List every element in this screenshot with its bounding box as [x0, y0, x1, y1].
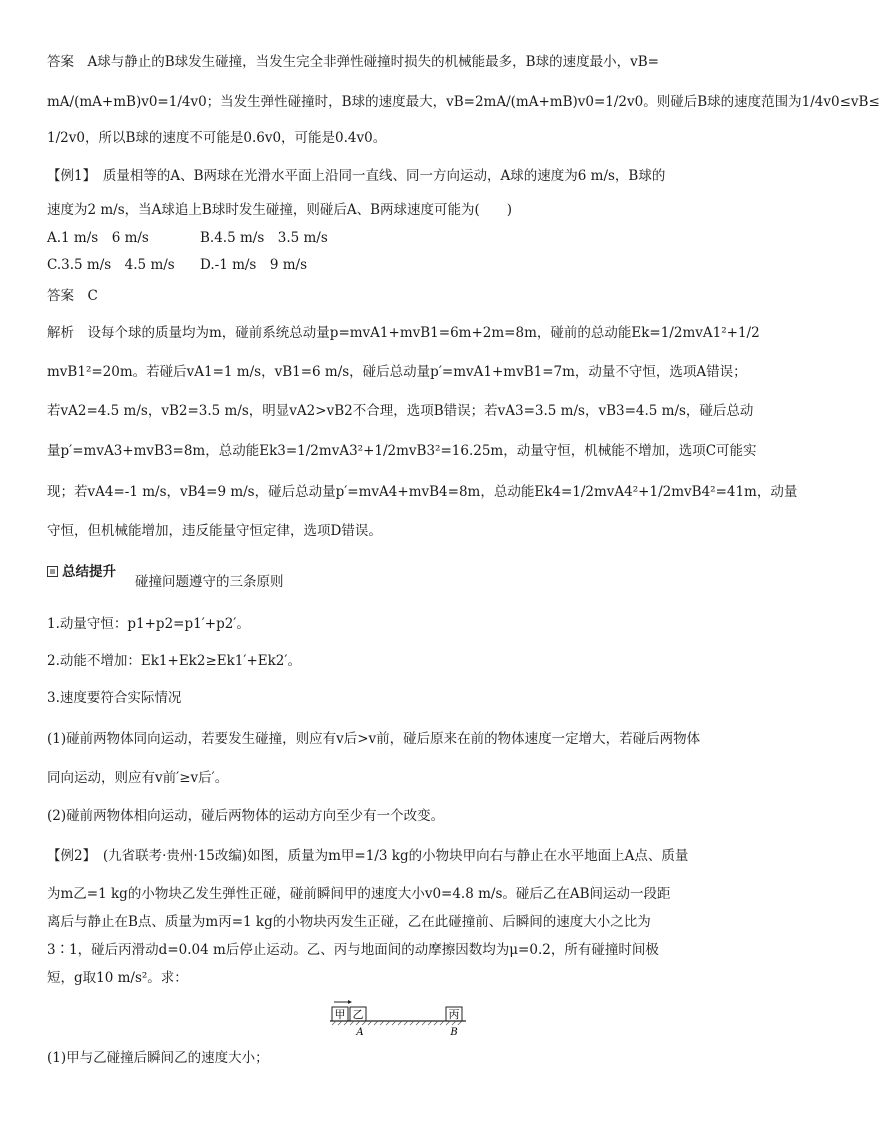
summary-point2: 2.动能不增加：Ek1+Ek2≥Ek1′+Ek2′。 — [47, 653, 301, 669]
block-jia-label: 甲 — [334, 1008, 346, 1021]
block-yi-label: 乙 — [352, 1008, 364, 1021]
example1-question-line1: 【例1】 质量相等的A、B两球在光滑水平面上沿同一直线、同一方向运动，A球的速度为6 m/s，B球的 — [47, 168, 666, 184]
block-bing-label: 丙 — [448, 1008, 460, 1021]
example1-analysis-line4: 量p′=mvA3+mvB3=8m，总动能Ek3=1/2mvA3²+1/2mvB3²=16.25m，动量守恒，机械能不增加，选项C可能实 — [47, 443, 757, 459]
summary-point1: 1.动量守恒：p1+p2=p1′+p2′。 — [47, 616, 250, 632]
summary-point3-sub1-line1: (1)碰前两物体同向运动，若要发生碰撞，则应有v后>v前，碰后原来在前的物体速度一定增大，若碰后两物体 — [47, 731, 701, 747]
collision-diagram — [320, 998, 470, 1038]
example1-option-b: B.4.5 m/s 3.5 m/s — [200, 230, 328, 246]
summary-point3: 3.速度要符合实际情况 — [47, 690, 182, 706]
example1-option-a: A.1 m/s 6 m/s — [47, 230, 149, 246]
example1-analysis-line3: 若vA2=4.5 m/s，vB2=3.5 m/s，明显vA2>vB2不合理，选项B错误；若vA3=3.5 m/s，vB3=4.5 m/s，碰后总动 — [47, 403, 754, 419]
prev-answer-line3: 1/2v0，所以B球的速度不可能是0.6v0，可能是0.4v0。 — [47, 130, 387, 146]
example2-line3: 离后与静止在B点、质量为m丙=1 kg的小物块丙发生正碰，乙在此碰撞前、后瞬间的速度大小之比为 — [47, 914, 651, 930]
prev-answer-line1: 答案 A球与静止的B球发生碰撞，当发生完全非弹性碰撞时损失的机械能最多，B球的速度最小，vB= — [47, 54, 659, 70]
example1-question-line2: 速度为2 m/s，当A球追上B球时发生碰撞，则碰后A、B两球速度可能为( ) — [47, 202, 513, 218]
example2-line1: 【例2】 (九省联考·贵州·15改编)如图，质量为m甲=1/3 kg的小物块甲向右与静止在水平地面上A点、质量 — [47, 848, 689, 864]
prev-answer-line2: mA/(mA+mB)v0=1/4v0；当发生弹性碰撞时，B球的速度最大，vB=2mA/(mA+mB)v0=1/2v0。则碰后B球的速度范围为1/4v0≤vB≤ — [47, 94, 880, 110]
summary-marker-icon — [47, 566, 58, 577]
example1-analysis-line5: 现；若vA4=-1 m/s，vB4=9 m/s，碰后总动量p′=mvA4+mvB4=8m，总动能Ek4=1/2mvA4²+1/2mvB4²=41m，动量 — [47, 484, 798, 500]
example2-line4: 3∶1，碰后丙滑动d=0.04 m后停止运动。乙、丙与地面间的动摩擦因数均为μ=0.2，所有碰撞时间极 — [47, 942, 659, 958]
example1-analysis-line1: 解析 设每个球的质量均为m，碰前系统总动量p=mvA1+mvB1=6m+2m=8m，碰前的总动能Ek=1/2mvA1²+1/2 — [47, 325, 760, 341]
example2-line2: 为m乙=1 kg的小物块乙发生弹性正碰，碰前瞬间甲的速度大小v0=4.8 m/s。碰后乙在AB间运动一段距 — [47, 886, 671, 902]
summary-heading: 总结提升 — [62, 564, 116, 580]
summary-point3-sub2: (2)碰前两物体相向运动，碰后两物体的运动方向至少有一个改变。 — [47, 808, 445, 824]
example1-analysis-line2: mvB1²=20m。若碰后vA1=1 m/s，vB1=6 m/s，碰后总动量p′=mvA1+mvB1=7m，动量不守恒，选项A错误； — [47, 364, 747, 380]
summary-point3-sub1-line2: 同向运动，则应有v前′≥v后′。 — [47, 770, 229, 786]
example1-analysis-line6: 守恒，但机械能增加，违反能量守恒定律，选项D错误。 — [47, 523, 382, 539]
summary-title: 碰撞问题遵守的三条原则 — [135, 574, 284, 590]
example2-line5: 短，g取10 m/s²。求： — [47, 970, 188, 986]
example1-option-d: D.-1 m/s 9 m/s — [200, 257, 308, 273]
example1-option-c: C.3.5 m/s 4.5 m/s — [47, 257, 175, 273]
example1-answer: 答案 C — [47, 288, 98, 304]
example2-question1: (1)甲与乙碰撞后瞬间乙的速度大小； — [47, 1050, 269, 1066]
point-a-label: A — [356, 1027, 364, 1038]
point-b-label: B — [450, 1027, 458, 1038]
